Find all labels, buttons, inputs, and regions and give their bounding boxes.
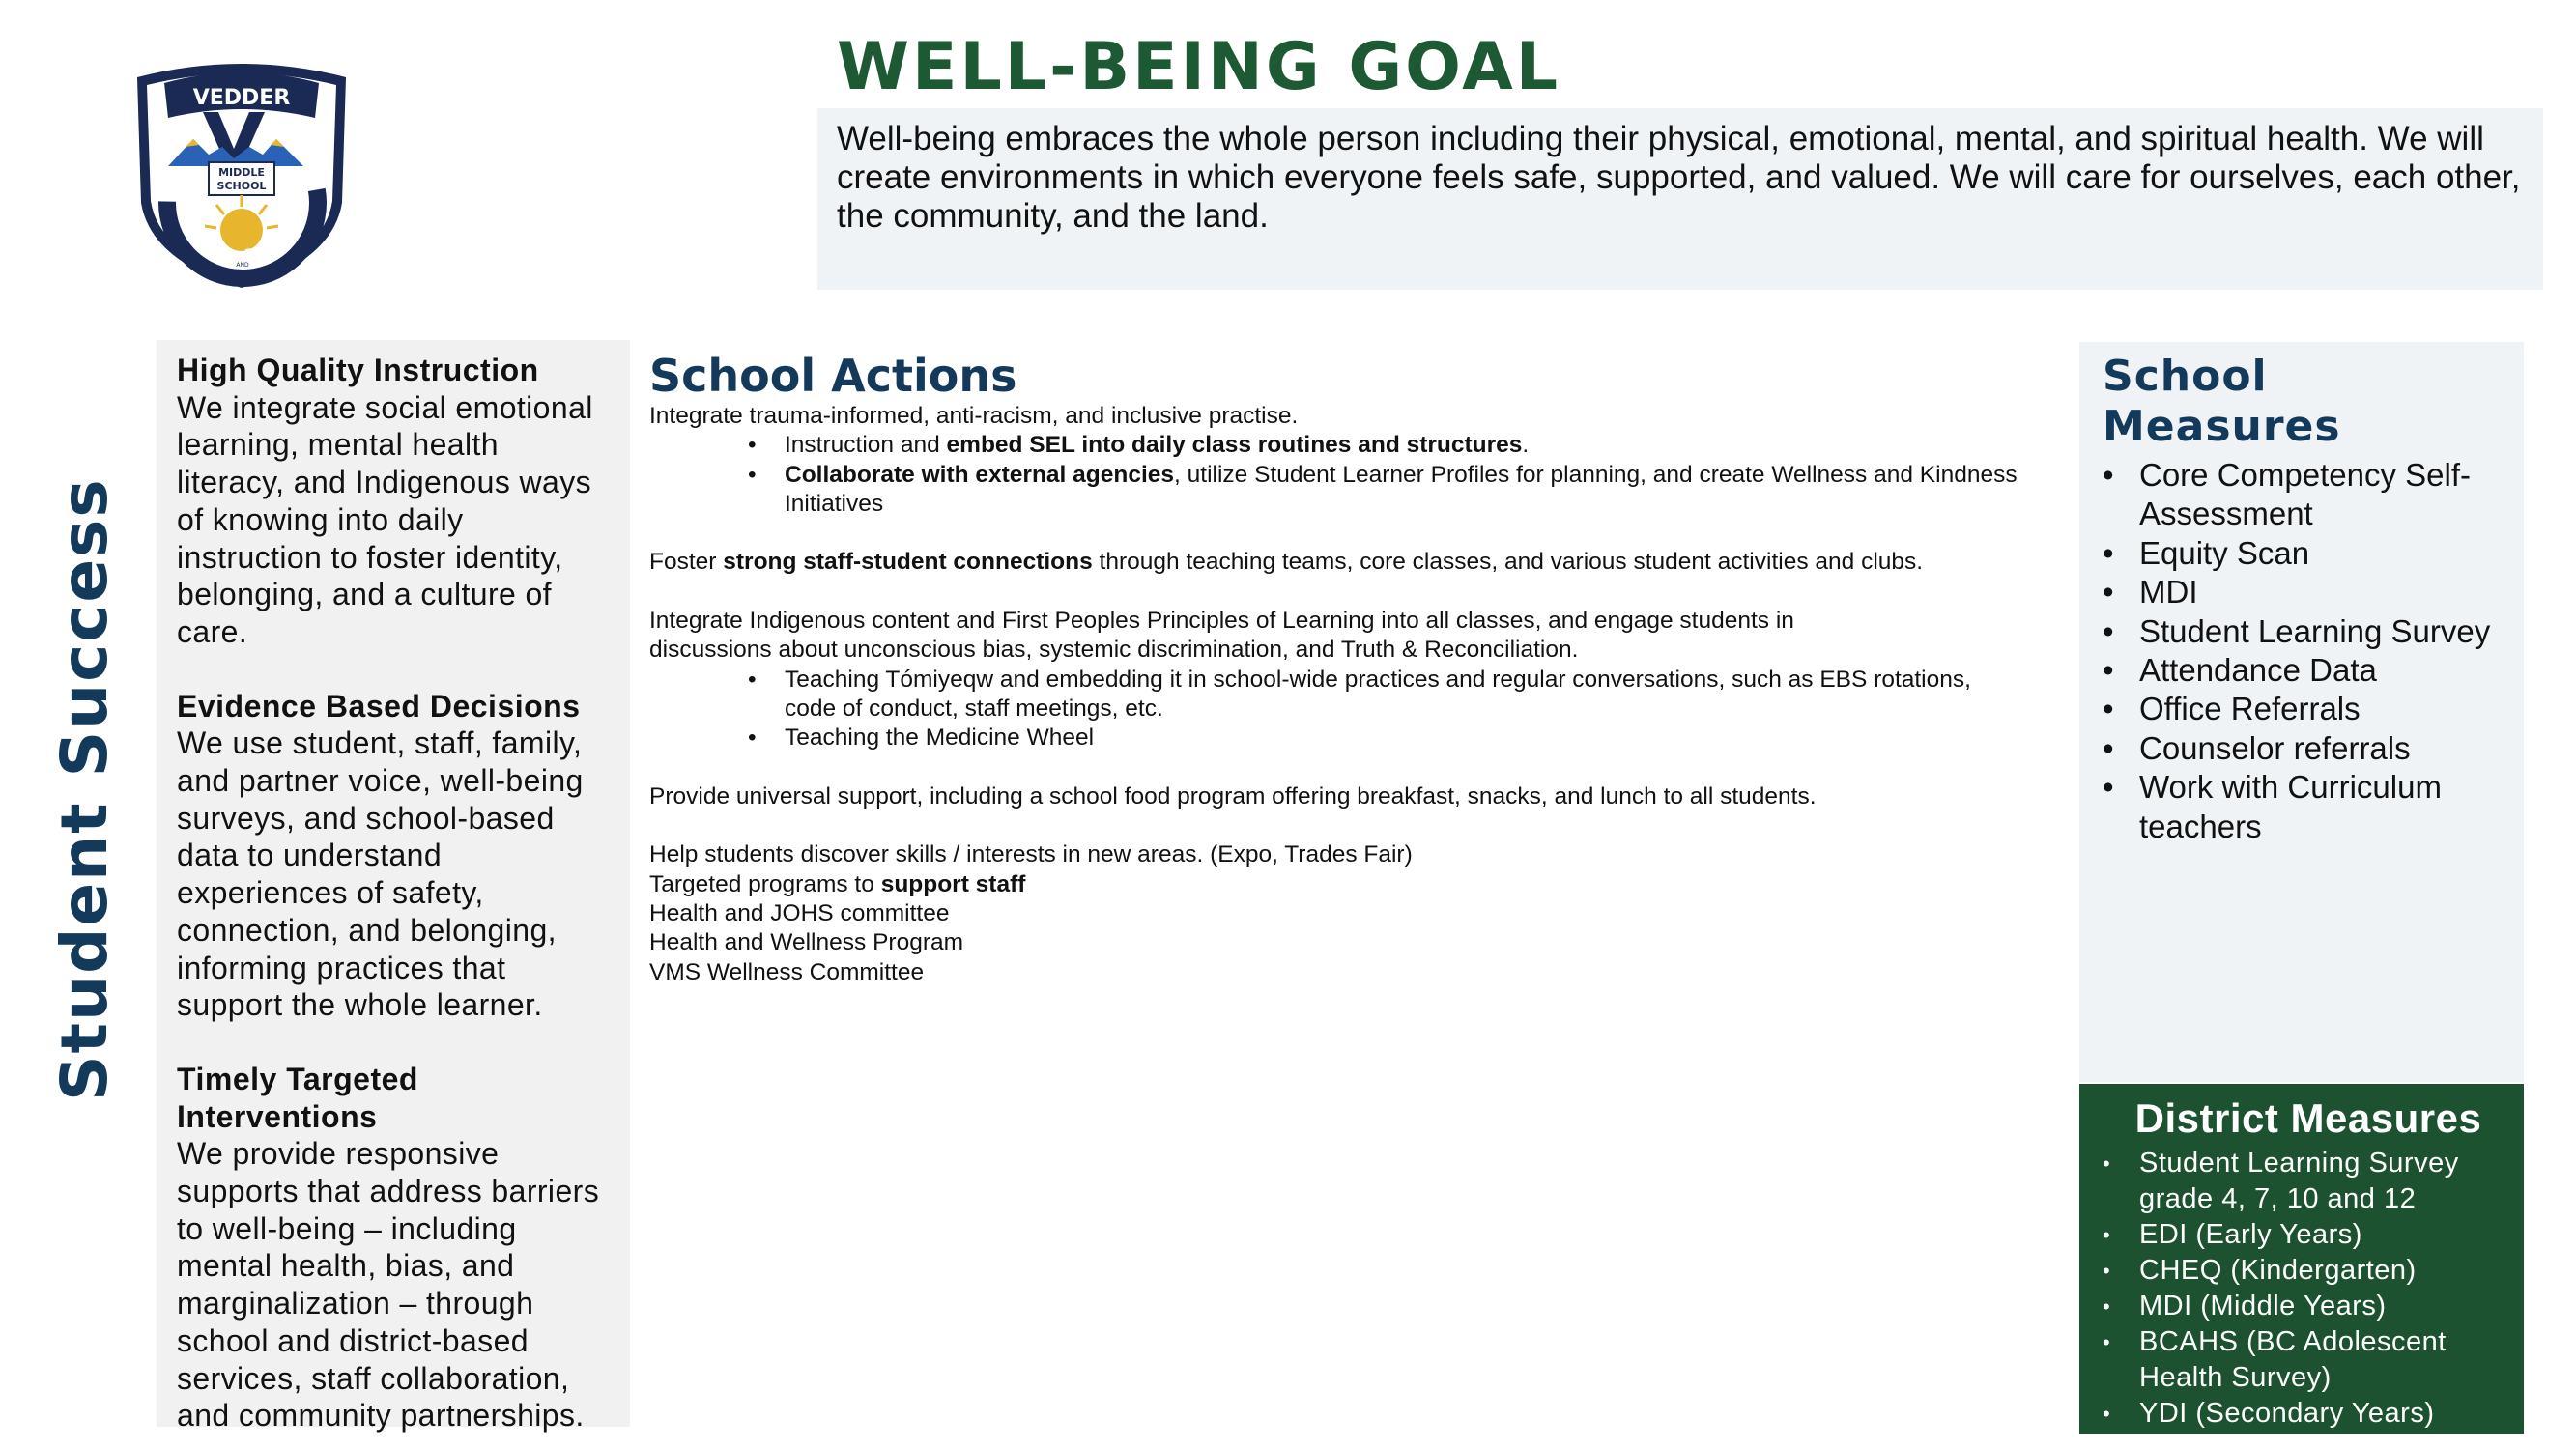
action-text: Instruction and: [785, 432, 947, 459]
action-line: [649, 548, 2060, 577]
list-item: • Equity Scan: [2139, 534, 2504, 573]
action-block: [649, 782, 2060, 811]
action-text: Integrate Indigenous content and First Peoples Principles of Learning into all classes, and engage students in: [649, 608, 1794, 635]
school-measures-title: [2103, 352, 2504, 452]
svg-text:PARTICIPATION: PARTICIPATION: [172, 183, 226, 256]
goal-description: Well-being embraces the whole person including their physical, emotional, mental, and spiritual health. We will create environments in which everyone feels safe, supported, and valued. We will care for ourselves, each other, the community, and the land.: [817, 108, 2543, 290]
list-item: • EDI (Early Years): [2139, 1217, 2514, 1253]
district-measures-panel: [2079, 1084, 2524, 1434]
svg-text:EXCELLENCE: EXCELLENCE: [243, 211, 306, 261]
goal-title: WELL-BEING GOAL: [837, 29, 1561, 105]
strategy-body: We use student, staff, family, and partner voice, well-being surveys, and school-based data to understand experiences of safety, connection, and belonging, informing practices that support the whole learner.: [177, 725, 584, 1023]
strategy-section: [177, 688, 613, 1024]
svg-text:SCHOOL: SCHOOL: [216, 180, 267, 192]
strategy-body: We provide responsive supports that address barriers to well-being – including mental health, bias, and marginalization – through school and district-based services, staff collaboration, and community partnerships.: [177, 1136, 600, 1434]
action-block: [649, 840, 2060, 986]
strategy-body: We integrate social emotional learning, mental health literacy, and Indigenous ways of knowing into daily instruction to foster identity, belonging, and a culture of care.: [177, 389, 593, 649]
district-measures-title: District Measures: [2134, 1095, 2482, 1141]
school-measures-panel: [2079, 342, 2524, 1082]
title-line: Measures: [2103, 402, 2341, 451]
action-text: Targeted programs to: [649, 870, 881, 897]
action-text: Health and Wellness Program: [649, 929, 964, 956]
action-bullets: [649, 431, 2060, 519]
list-item: • MDI (Middle Years): [2139, 1289, 2514, 1324]
action-bullet: • Teaching Tómiyeqw and embedding it in school-wide practices and regular conversations, such as EBS rotations, code of conduct, staff meetings, etc.: [785, 666, 2060, 724]
school-measures-list: [2103, 456, 2504, 846]
action-text: Health and JOHS committee: [649, 900, 950, 927]
action-emphasis: embed SEL into daily class routines and structures: [946, 432, 1523, 459]
list-item: • Work with Curriculum teachers: [2139, 768, 2504, 846]
action-bullets: [649, 666, 2060, 753]
action-block: [649, 607, 2060, 753]
action-text: Foster: [649, 549, 724, 576]
strategy-heading: High Quality Instruction: [177, 353, 539, 387]
list-item: • MDI: [2139, 573, 2504, 611]
school-actions: [649, 348, 2060, 1016]
strategy-heading: Evidence Based Decisions: [177, 688, 581, 724]
student-success-label: Student Success: [47, 477, 122, 1101]
list-item: • Student Learning Survey grade 4, 7, 10 and 12: [2139, 1146, 2514, 1217]
list-item: • YDI (Secondary Years): [2139, 1396, 2514, 1432]
action-bullet: • Teaching the Medicine Wheel: [785, 724, 2060, 753]
list-item: • Attendance Data: [2139, 651, 2504, 690]
title-line: School: [2103, 352, 2268, 401]
strategy-section: [177, 352, 613, 651]
action-block: [649, 402, 2060, 519]
svg-text:VEDDER: VEDDER: [192, 86, 291, 110]
list-item: • Core Competency Self-Assessment: [2139, 456, 2504, 534]
action-emphasis: support staff: [880, 870, 1026, 897]
svg-text:MIDDLE: MIDDLE: [218, 166, 265, 179]
action-bullet: [785, 461, 2060, 520]
action-text: Help students discover skills / interests in new areas. (Expo, Trades Fair): [649, 841, 1413, 868]
action-text: VMS Wellness Committee: [649, 958, 925, 985]
action-emphasis: Collaborate with external agencies: [785, 461, 1175, 488]
action-block: [649, 548, 2060, 577]
action-text: .: [1522, 432, 1530, 459]
list-item: • CHEQ (Kindergarten): [2139, 1253, 2514, 1289]
strategy-panel: [157, 340, 630, 1434]
action-text: , utilize Student Learner Profiles for planning, and create Wellness and Kindness Initiatives: [785, 461, 2018, 517]
svg-text:AND: AND: [236, 262, 249, 269]
list-item: • BCAHS (BC Adolescent Health Survey): [2139, 1324, 2514, 1396]
action-text: Integrate trauma-informed, anti-racism, and inclusive practise.: [649, 403, 1299, 429]
action-bullet: [785, 431, 2060, 460]
action-text: through teaching teams, core classes, and various student activities and clubs.: [1092, 549, 1924, 576]
strategy-section: [177, 1061, 613, 1435]
list-item: • Counselor referrals: [2139, 729, 2504, 768]
list-item: • Student Learning Survey: [2139, 612, 2504, 651]
school-actions-title: School Actions: [649, 350, 1017, 402]
action-text: discussions about unconscious bias, systemic discrimination, and Truth & Reconciliation.: [649, 637, 1579, 664]
strategy-heading: Timely Targeted Interventions: [177, 1061, 418, 1134]
action-text: Provide universal support, including a school food program offering breakfast, snacks, and lunch to all students.: [649, 782, 1817, 810]
district-measures-list: [2103, 1146, 2514, 1432]
school-crest-icon: [126, 58, 358, 290]
school-logo: [126, 58, 358, 290]
action-emphasis: strong staff-student connections: [723, 549, 1093, 576]
list-item: • Office Referrals: [2139, 690, 2504, 728]
action-line: [649, 870, 2060, 899]
